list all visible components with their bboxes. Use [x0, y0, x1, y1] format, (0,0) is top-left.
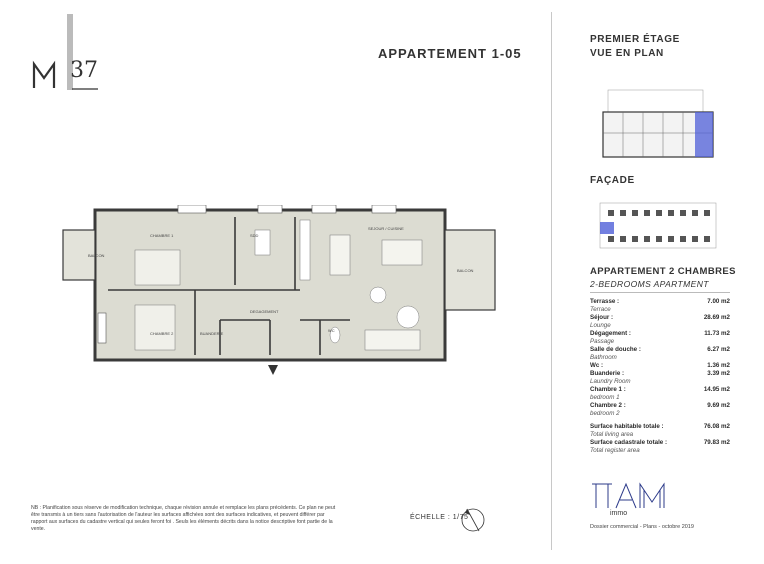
balcon-left-label: BALCON [88, 253, 105, 258]
area-row-en: bedroom 2 [590, 410, 620, 417]
area-row: Wc : 1.36 m2 [590, 362, 730, 369]
total-row: Surface cadastrale totale : 79.83 m2 [590, 439, 730, 446]
facade-thumbnail [598, 198, 718, 253]
scale-label: ÉCHELLE : 1/75 [410, 514, 469, 521]
area-row: Salle de douche : 6.27 m2 [590, 346, 730, 353]
area-row: Séjour : 28.69 m2 [590, 314, 730, 321]
chambre1-label: CHAMBRE 1 [150, 233, 174, 238]
area-row-en: Laundry Room [590, 378, 631, 385]
sdd-label: SDD [250, 233, 259, 238]
area-row: Chambre 2 : 9.69 m2 [590, 402, 730, 409]
buanderie-label: BUANDERIE [200, 331, 224, 336]
logo-number: 37 [70, 58, 98, 83]
area-row-en: bedroom 1 [590, 394, 620, 401]
total-row-en: Total living area [590, 431, 634, 438]
compass-icon [458, 505, 488, 535]
separator [590, 292, 730, 293]
chambre2-label: CHAMBRE 2 [150, 331, 174, 336]
key-plan-thumbnail [598, 85, 718, 165]
area-row-en: Lounge [590, 322, 611, 329]
apartment-type: APPARTEMENT 2 CHAMBRES [590, 266, 736, 277]
page-divider [551, 12, 552, 550]
total-row: Surface habitable totale : 76.08 m2 [590, 423, 730, 430]
disclaimer-note: NB : Planification sous réserve de modification technique, chaque révision annule et remplace les plans précédents. Ce plan ne peut être transmis à un tiers sans l'autorisation de l'auteur les surfaces affichées sont des surfaces indicatives, et peuvent différer par rapport aux surfaces du cadastre vertical qui seules feront foi . Seuls les éléments décrits dans la notice descriptive font partie de la vente. [31, 505, 336, 532]
wc-label: WC [328, 328, 335, 333]
tam-immo-logo [590, 480, 680, 520]
area-table [590, 298, 730, 455]
area-row: Buanderie : 3.39 m2 [590, 370, 730, 377]
floor-subtitle: VUE EN PLAN [590, 48, 664, 59]
floor-plan [60, 205, 500, 380]
area-row: Chambre 1 : 14.95 m2 [590, 386, 730, 393]
dossier-label: Dossier commercial - Plans - octobre 2019 [590, 524, 694, 530]
floor-title: PREMIER ÉTAGE [590, 34, 680, 45]
sejour-label: SEJOUR / CUISINE [368, 226, 404, 231]
apartment-type-en: 2-BEDROOMS APARTMENT [590, 279, 709, 289]
area-row: Terrasse : 7.00 m2 [590, 298, 730, 305]
facade-title: FAÇADE [590, 175, 635, 186]
area-row: Dégagement : 11.73 m2 [590, 330, 730, 337]
balcon-right-label: BALCON [457, 268, 474, 273]
area-row-en: Bathroom [590, 354, 617, 361]
brand-sub: immo [610, 510, 628, 517]
area-row-en: Terrace [590, 306, 611, 313]
total-row-en: Total register area [590, 447, 640, 454]
degagement-label: DEGAGEMENT [250, 309, 279, 314]
area-row-en: Passage [590, 338, 615, 345]
apartment-title: APPARTEMENT 1-05 [378, 46, 522, 61]
